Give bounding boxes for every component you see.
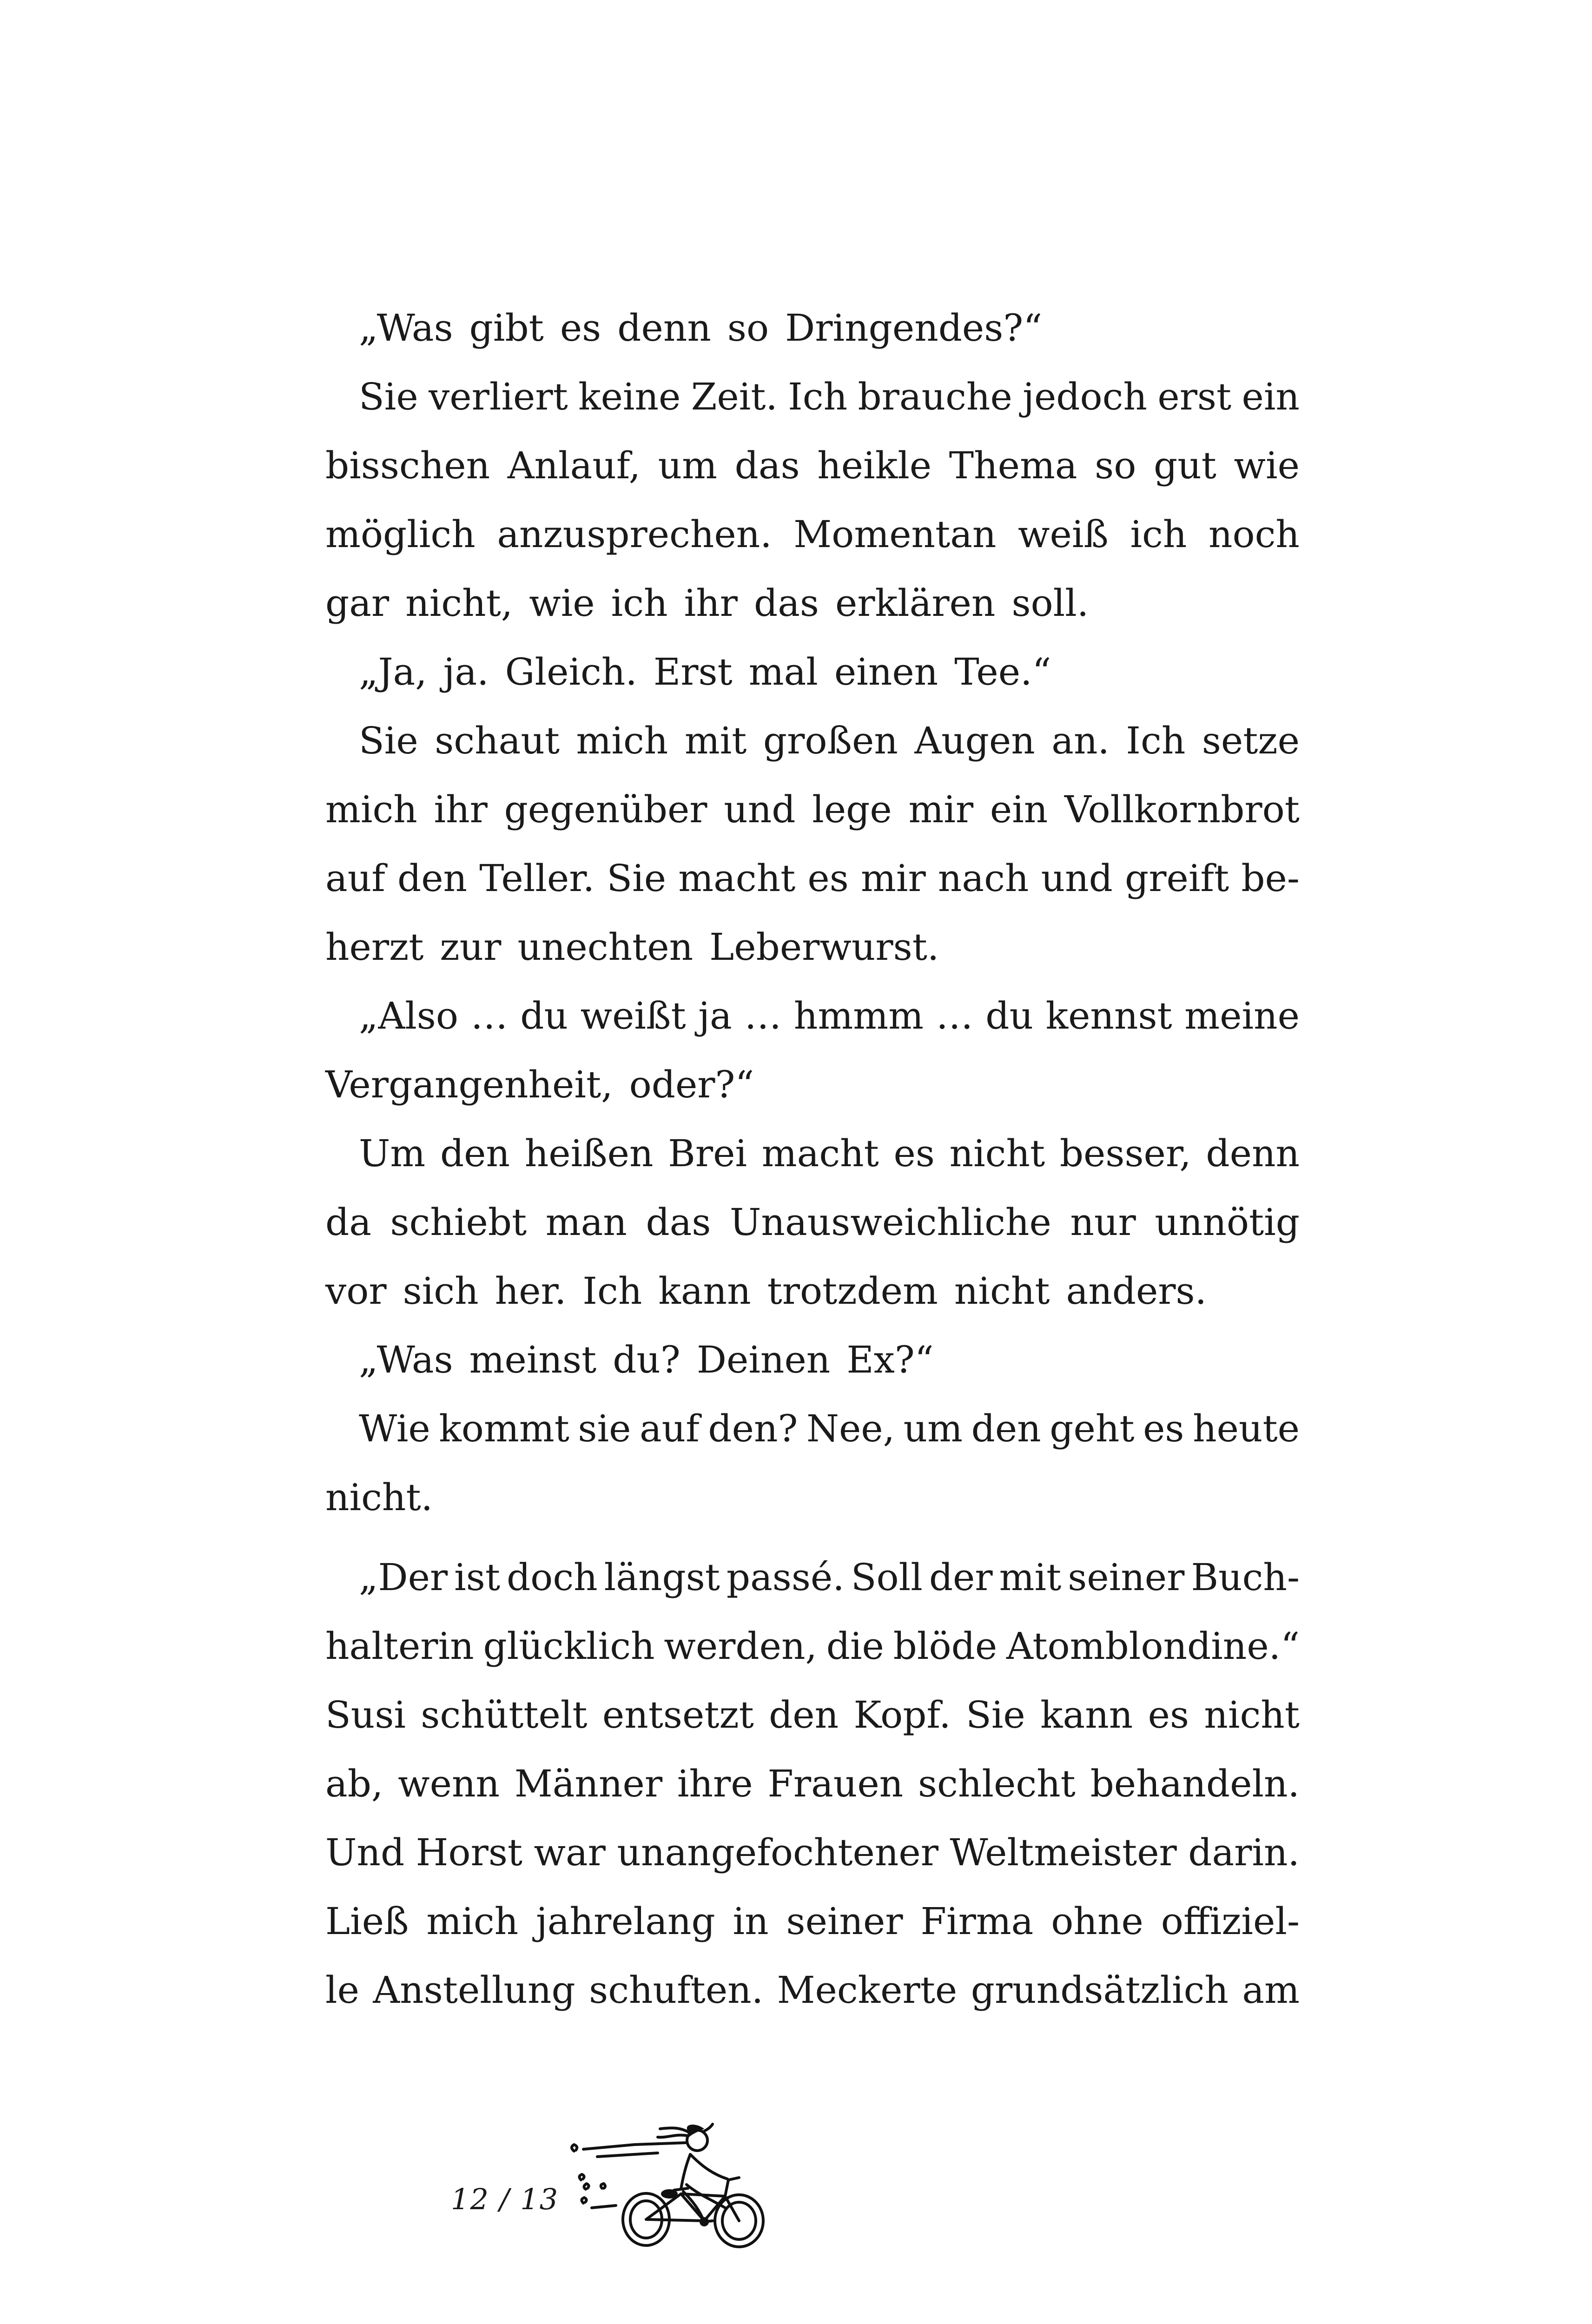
word: wenn: [398, 1762, 500, 1805]
word: um: [658, 444, 718, 487]
word: verliert: [429, 375, 568, 418]
word: Teller.: [479, 857, 595, 900]
word: am: [1242, 1968, 1300, 2012]
word: unnötig: [1155, 1201, 1300, 1244]
word: ab,: [325, 1762, 383, 1805]
word: mit: [684, 719, 747, 762]
word: Thema: [949, 444, 1077, 487]
word: seiner: [1068, 1556, 1185, 1599]
word: sie: [578, 1407, 631, 1450]
word: es: [807, 857, 849, 900]
word: seiner: [786, 1900, 903, 1943]
word: die: [826, 1624, 884, 1668]
text-line: [325, 1887, 1300, 1956]
word: es: [1143, 1407, 1184, 1450]
word: keine: [578, 375, 681, 418]
word: hmmm: [793, 994, 924, 1037]
word: so: [1095, 444, 1136, 487]
word: um: [903, 1407, 963, 1450]
word: ohne: [1051, 1900, 1143, 1943]
word: geht: [1050, 1407, 1135, 1450]
text-line: [325, 500, 1300, 569]
word: war: [534, 1831, 606, 1874]
text-line: [325, 844, 1300, 913]
text-line: [325, 1612, 1300, 1681]
word: das: [646, 1201, 711, 1244]
word: nach: [938, 857, 1029, 900]
text-line: vor sich her. Ich kann trotzdem nicht anders.: [325, 1269, 1207, 1313]
word: Nee,: [806, 1407, 895, 1450]
word: ein: [1242, 375, 1300, 418]
word: Atomblondine.“: [1006, 1624, 1300, 1668]
word: den: [971, 1407, 1041, 1450]
text-line: „Was gibt es denn so Dringendes?“: [359, 306, 1043, 350]
word: wie: [1234, 444, 1300, 487]
text-line: [325, 706, 1300, 775]
word: ein: [990, 788, 1048, 831]
word: Zeit.: [691, 375, 778, 418]
word: heikle: [817, 444, 932, 487]
word: heißen: [524, 1132, 654, 1175]
body-text: [325, 294, 1300, 2025]
word: noch: [1208, 513, 1300, 556]
word: längst: [604, 1556, 720, 1599]
cyclist-icon: [565, 2110, 788, 2264]
word: schiebt: [390, 1201, 527, 1244]
word: Und: [325, 1831, 405, 1874]
word: es: [893, 1132, 935, 1175]
word: weißt: [580, 994, 686, 1037]
word: Ich: [788, 375, 848, 418]
word: entsetzt: [602, 1693, 754, 1736]
word: Anstellung: [373, 1968, 575, 2012]
word: kann: [1040, 1693, 1133, 1736]
word: werden,: [664, 1624, 817, 1668]
word: blöde: [893, 1624, 997, 1668]
word: macht: [761, 1132, 879, 1175]
word: schuften.: [589, 1968, 764, 2012]
word: Momentan: [793, 513, 997, 556]
word: mich: [325, 788, 417, 831]
word: Firma: [920, 1900, 1034, 1943]
word: behandeln.: [1090, 1762, 1300, 1805]
word: greift: [1125, 857, 1229, 900]
word: erst: [1157, 375, 1232, 418]
word: gegenüber: [504, 788, 707, 831]
word: ich: [1130, 513, 1187, 556]
text-line: [325, 431, 1300, 500]
word: jahrelang: [536, 1900, 715, 1943]
word: Sie: [359, 375, 418, 418]
word: kommt: [439, 1407, 569, 1450]
word: du: [985, 994, 1033, 1037]
text-line: [325, 1543, 1300, 1612]
text-line: gar nicht, wie ich ihr das erklären soll.: [325, 581, 1089, 625]
word: mich: [576, 719, 668, 762]
word: Sie: [966, 1693, 1025, 1736]
text-line: [325, 1956, 1300, 2025]
word: du: [520, 994, 568, 1037]
word: macht: [678, 857, 796, 900]
word: nicht: [949, 1132, 1045, 1175]
word: Kopf.: [853, 1693, 951, 1736]
word: halterin: [325, 1624, 474, 1668]
text-line: [325, 363, 1300, 431]
word: anzusprechen.: [497, 513, 772, 556]
word: …: [744, 994, 782, 1037]
word: denn: [1206, 1132, 1300, 1175]
word: den: [397, 857, 468, 900]
word: Susi: [325, 1693, 406, 1736]
word: der: [929, 1556, 993, 1599]
word: …: [936, 994, 973, 1037]
word: mich: [426, 1900, 519, 1943]
text-line: [325, 775, 1300, 844]
word: ja: [698, 994, 732, 1037]
word: nicht: [1204, 1693, 1300, 1736]
text-line: [325, 1188, 1300, 1257]
word: …: [470, 994, 508, 1037]
word: es: [1148, 1693, 1189, 1736]
word: Wie: [359, 1407, 430, 1450]
word: das: [734, 444, 800, 487]
word: Ließ: [325, 1900, 409, 1943]
word: mir: [908, 788, 974, 831]
word: „Also: [359, 994, 459, 1037]
word: Sie: [607, 857, 667, 900]
text-line: [325, 1681, 1300, 1750]
word: gut: [1154, 444, 1216, 487]
word: grundsätzlich: [971, 1968, 1229, 2012]
word: Unausweichliche: [730, 1201, 1051, 1244]
word: ihr: [434, 788, 488, 831]
text-line: „Was meinst du? Deinen Ex?“: [359, 1338, 934, 1381]
text-line: nicht.: [325, 1476, 433, 1519]
word: da: [325, 1201, 371, 1244]
text-line: [325, 1119, 1300, 1188]
word: man: [545, 1201, 627, 1244]
word: bisschen: [325, 444, 490, 487]
text-line: [325, 1818, 1300, 1887]
word: in: [733, 1900, 769, 1943]
text-line: [325, 982, 1300, 1050]
word: Augen: [914, 719, 1035, 762]
text-line: herzt zur unechten Leberwurst.: [325, 925, 939, 969]
word: Ich: [1126, 719, 1186, 762]
word: schüttelt: [421, 1693, 588, 1736]
word: offiziel-: [1161, 1900, 1300, 1943]
text-line: „Ja, ja. Gleich. Erst mal einen Tee.“: [359, 650, 1051, 693]
word: Horst: [416, 1831, 523, 1874]
word: den: [769, 1693, 839, 1736]
word: Um: [359, 1132, 426, 1175]
word: darin.: [1188, 1831, 1300, 1874]
word: „Der: [359, 1556, 448, 1599]
word: auf: [325, 857, 385, 900]
word: an.: [1051, 719, 1110, 762]
word: Brei: [668, 1132, 747, 1175]
word: möglich: [325, 513, 476, 556]
word: großen: [763, 719, 898, 762]
word: passé.: [726, 1556, 845, 1599]
page-number: 12 / 13: [451, 2182, 559, 2216]
word: heute: [1193, 1407, 1300, 1450]
word: be-: [1241, 857, 1300, 900]
word: weiß: [1018, 513, 1109, 556]
word: Buch-: [1191, 1556, 1300, 1599]
word: und: [1041, 857, 1113, 900]
text-line: [325, 1394, 1300, 1463]
word: brauche: [858, 375, 1012, 418]
word: ihre: [677, 1762, 753, 1805]
word: unangefochtener: [617, 1831, 938, 1874]
word: Soll: [851, 1556, 923, 1599]
word: setze: [1202, 719, 1300, 762]
word: doch: [506, 1556, 598, 1599]
word: auf: [639, 1407, 700, 1450]
word: Meckerte: [777, 1968, 958, 2012]
word: Männer: [514, 1762, 663, 1805]
word: und: [724, 788, 796, 831]
word: schaut: [435, 719, 560, 762]
word: den: [440, 1132, 510, 1175]
word: mit: [999, 1556, 1062, 1599]
word: Weltmeister: [950, 1831, 1177, 1874]
page-footer: [0, 2101, 1592, 2268]
word: meine: [1184, 994, 1300, 1037]
word: lege: [812, 788, 892, 831]
word: mir: [861, 857, 926, 900]
word: Frauen: [767, 1762, 904, 1805]
word: jedoch: [1023, 375, 1147, 418]
text-line: Vergangenheit, oder?“: [325, 1063, 754, 1106]
word: kennst: [1045, 994, 1172, 1037]
word: Sie: [359, 719, 418, 762]
word: nur: [1070, 1201, 1136, 1244]
word: Vollkornbrot: [1064, 788, 1300, 831]
word: ist: [454, 1556, 500, 1599]
word: besser,: [1059, 1132, 1191, 1175]
text-line: [325, 1750, 1300, 1818]
word: den?: [708, 1407, 798, 1450]
word: Anlauf,: [507, 444, 641, 487]
word: schlecht: [918, 1762, 1076, 1805]
word: glücklich: [483, 1624, 655, 1668]
word: le: [325, 1968, 359, 2012]
